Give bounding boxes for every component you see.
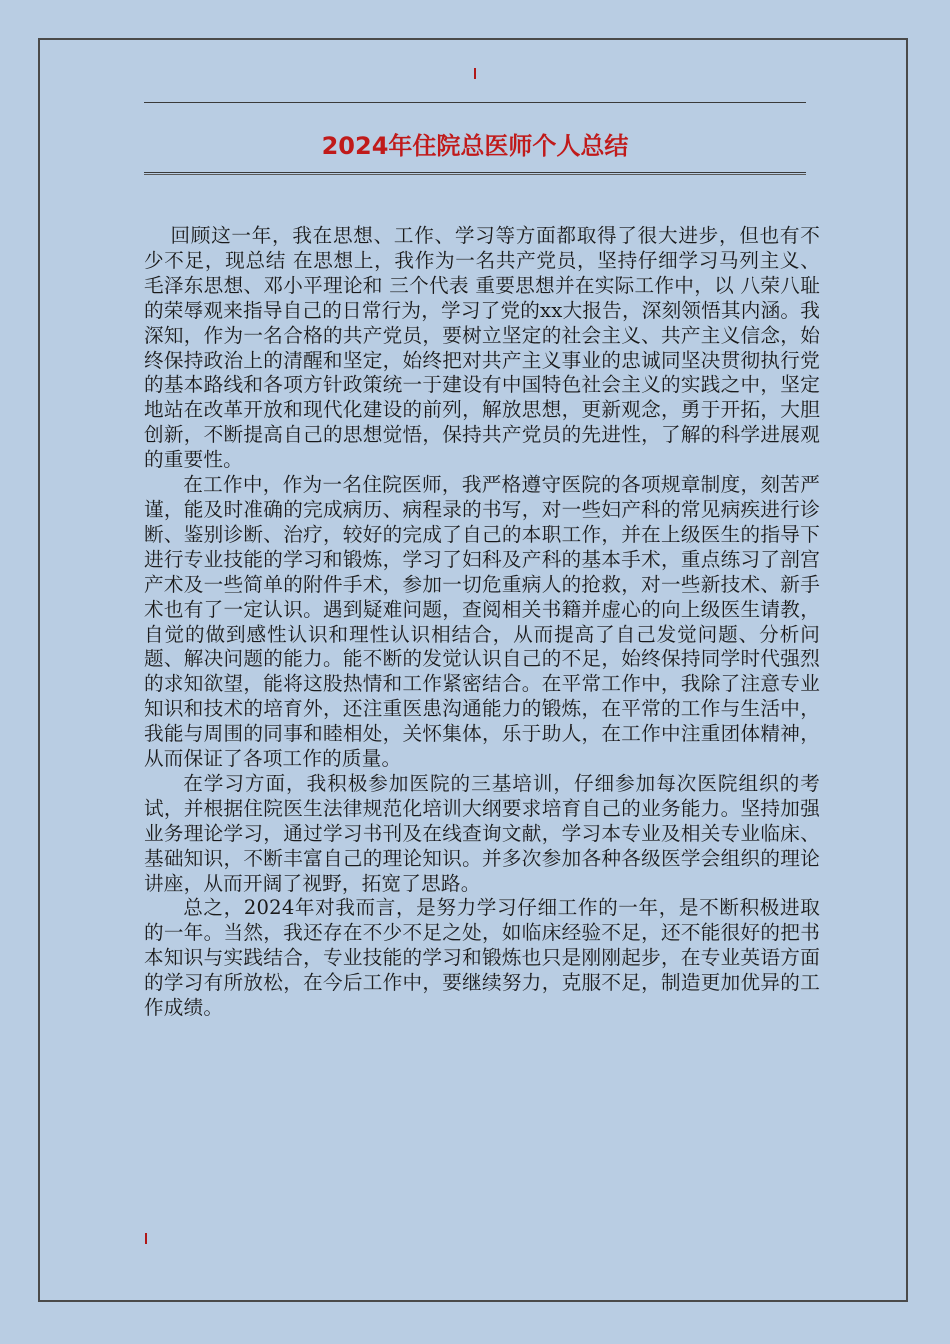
paragraph-4: 总之，2024年对我而言，是努力学习仔细工作的一年，是不断积极进取的一年。当然，我还存在不少不足之处，如临床经验不足，还不能很好的把书本知识与实践结合，专业技能的学习和锻炼也只是刚刚起步，在专业英语方面的学习有所放松，在今后工作中，要继续努力，克服不足，制造更加优异的工作成绩。 — [144, 896, 820, 1020]
header-mark — [474, 68, 476, 79]
title-underline — [144, 172, 806, 175]
paragraph-1: 回顾这一年，我在思想、工作、学习等方面都取得了很大进步，但也有不少不足，现总结 在思想上，我作为一名共产党员，坚持仔细学习马列主义、毛泽东思想、邓小平理论和 三个代表 重要思想并在实际工作中，以 八荣八耻 的荣辱观来指导自己的日常行为，学习了党的xx大报告，深刻领悟其内涵。我深知，作为一名合格的共产党员，要树立坚定的社会主义、共产主义信念，始终保持政治上的清醒和坚定，始终把对共产主义事业的忠诚同坚决贯彻执行党的基本路线和各项方针政策统一于建设有中国特色社会主义的实践之中，坚定地站在改革开放和现代化建设的前列，解放思想，更新观念，勇于开拓，大胆创新，不断提高自己的思想觉悟，保持共产党员的先进性，了解的科学进展观的重要性。 — [144, 224, 820, 472]
document-title: 2024年住院总医师个人总结 — [321, 132, 629, 160]
paragraph-3: 在学习方面，我积极参加医院的三基培训，仔细参加每次医院组织的考试，并根据住院医生法律规范化培训大纲要求培育自己的业务能力。坚持加强业务理论学习，通过学习书刊及在线查询文献，学习本专业及相关专业临床、基础知识，不断丰富自己的理论知识。并多次参加各种各级医学会组织的理论讲座，从而开阔了视野，拓宽了思路。 — [144, 771, 820, 895]
footer-mark — [145, 1233, 147, 1244]
paragraph-2: 在工作中，作为一名住院医师，我严格遵守医院的各项规章制度，刻苦严谨，能及时准确的完成病历、病程录的书写，对一些妇产科的常见病疾进行诊断、鉴别诊断、治疗，较好的完成了自己的本职工作，并在上级医生的指导下进行专业技能的学习和锻炼，学习了妇科及产科的基本手术，重点练习了剖宫产术及一些简单的附件手术，参加一切危重病人的抢救，对一些新技术、新手术也有了一定认识。遇到疑难问题，查阅相关书籍并虚心的向上级医生请教，自觉的做到感性认识和理性认识相结合，从而提高了自己发觉问题、分析问题、解决问题的能力。能不断的发觉认识自己的不足，始终保持同学时代强烈的求知欲望，能将这股热情和工作紧密结合。在平常工作中，我除了注意专业知识和技术的培育外，还注重医患沟通能力的锻炼，在平常的工作与生活中，我能与周围的同事和睦相处，关怀集体，乐于助人，在工作中注重团体精神，从而保证了各项工作的质量。 — [144, 473, 820, 771]
document-body — [144, 224, 820, 1021]
header-rule — [144, 102, 806, 103]
